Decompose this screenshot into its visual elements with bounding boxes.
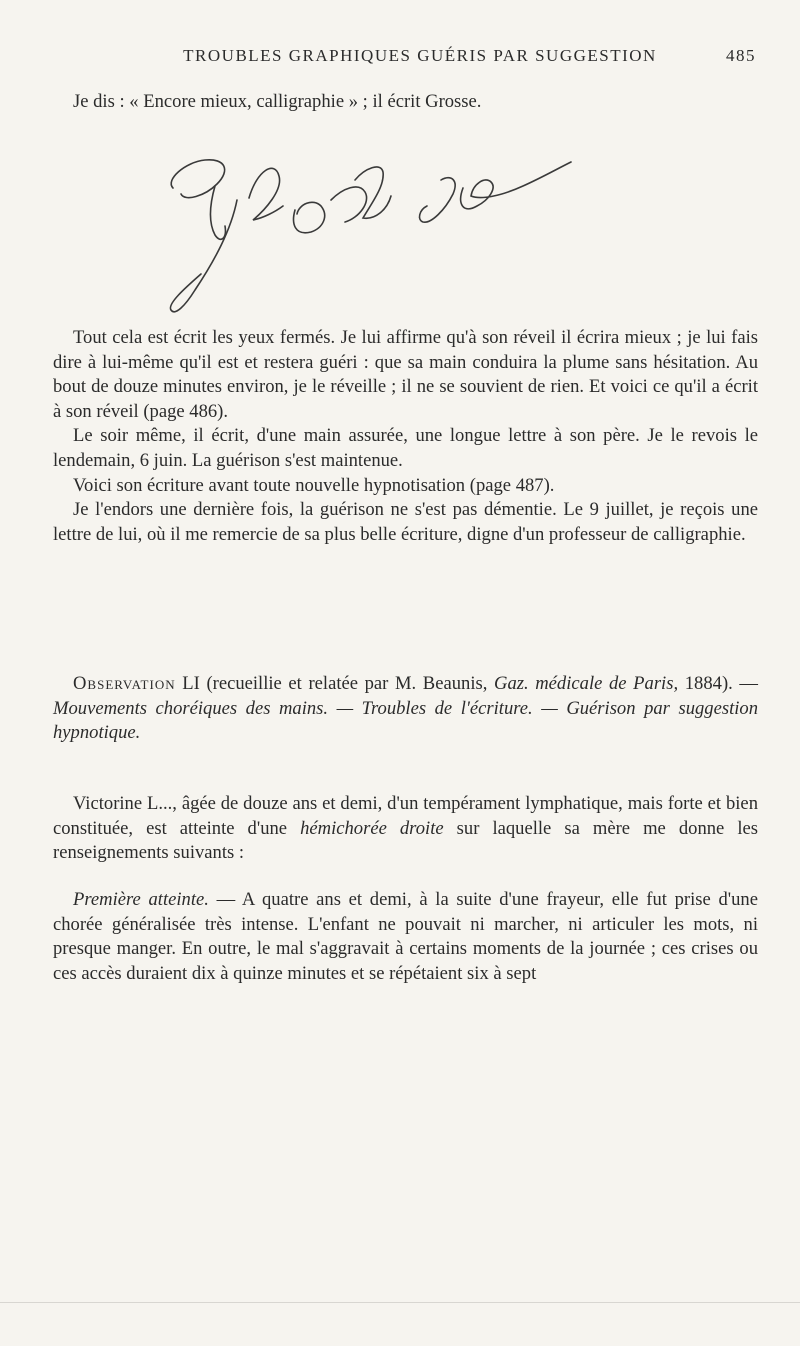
case-intro-rest: sur laquelle sa mère me donne les renseignements suivants : <box>53 817 759 864</box>
page-number: 485 <box>726 46 756 65</box>
running-header <box>90 46 756 66</box>
first-attack-paragraph <box>53 888 758 986</box>
first-attack-block <box>53 888 758 986</box>
first-attack-label: Première atteinte. <box>73 889 209 910</box>
observation-credit: (recueillie et relatée par M. Beaunis, <box>199 673 488 694</box>
observation-heading-block <box>53 672 758 746</box>
observation-label: Observation <box>73 673 176 694</box>
observation-source: Gaz. médicale de Paris, <box>494 673 679 694</box>
paragraph-4: Je l'endors une dernière fois, la guérison ne s'est pas démentie. Le 9 juillet, je reçois une lettre de lui, où il me remercie de sa plus belle écriture, digne d'un professeur de calligraphie. <box>53 499 758 545</box>
diagnosis-term: hémichorée droite <box>300 817 444 839</box>
body-text <box>53 326 758 547</box>
case-intro-text: Victorine L..., âgée de douze ans et demi, d'un tempérament lymphatique, mais forte et bien constituée, est atteinte d'une <box>53 793 758 839</box>
observation-year: 1884). — <box>678 673 759 694</box>
case-text <box>53 792 758 866</box>
intro-line-block <box>53 90 758 115</box>
first-attack-text: — A quatre ans et demi, à la suite d'une frayeur, elle fut prise d'une chorée généralisée très intense. L'enfant ne pouvait ni marcher, ni articuler les mots, ni presque manger. En outre, le mal s'aggravait à certains moments de la journée ; ces crises ou ces accès duraient dix à quinze minutes et se répétaient six à sept <box>53 889 758 984</box>
case-intro <box>53 792 758 866</box>
paragraph-1: Tout cela est écrit les yeux fermés. Je lui affirme qu'à son réveil il écrira mieux ; je lui fais dire à lui-même qu'il est et restera guéri : que sa main conduira la plume sans hésitation. Au bout de douze minutes environ, je le réveille ; il ne se souvient de rien. Et voici ce qu'il a écrit à son réveil (page 486). <box>53 327 758 422</box>
observation-topics: Mouvements choréiques des mains. — Troubles de l'écriture. — Guérison par suggestion hypnotique. <box>53 697 758 744</box>
paragraph-3: Voici son écriture avant toute nouvelle hypnotisation (page 487). <box>73 474 555 496</box>
paragraph-2: Le soir même, il écrit, d'une main assurée, une longue lettre à son père. Je le revois le lendemain, 6 juin. La guérison s'est maintenue. <box>53 425 758 471</box>
observation-number: LI <box>182 673 200 694</box>
observation-heading <box>53 672 758 746</box>
running-title: TROUBLES GRAPHIQUES GUÉRIS PAR SUGGESTION <box>183 46 657 65</box>
page-bottom-edge <box>0 1302 800 1303</box>
intro-line: Je dis : « Encore mieux, calligraphie » ; il écrit Grosse. <box>73 91 482 112</box>
handwriting-sample <box>145 140 615 330</box>
